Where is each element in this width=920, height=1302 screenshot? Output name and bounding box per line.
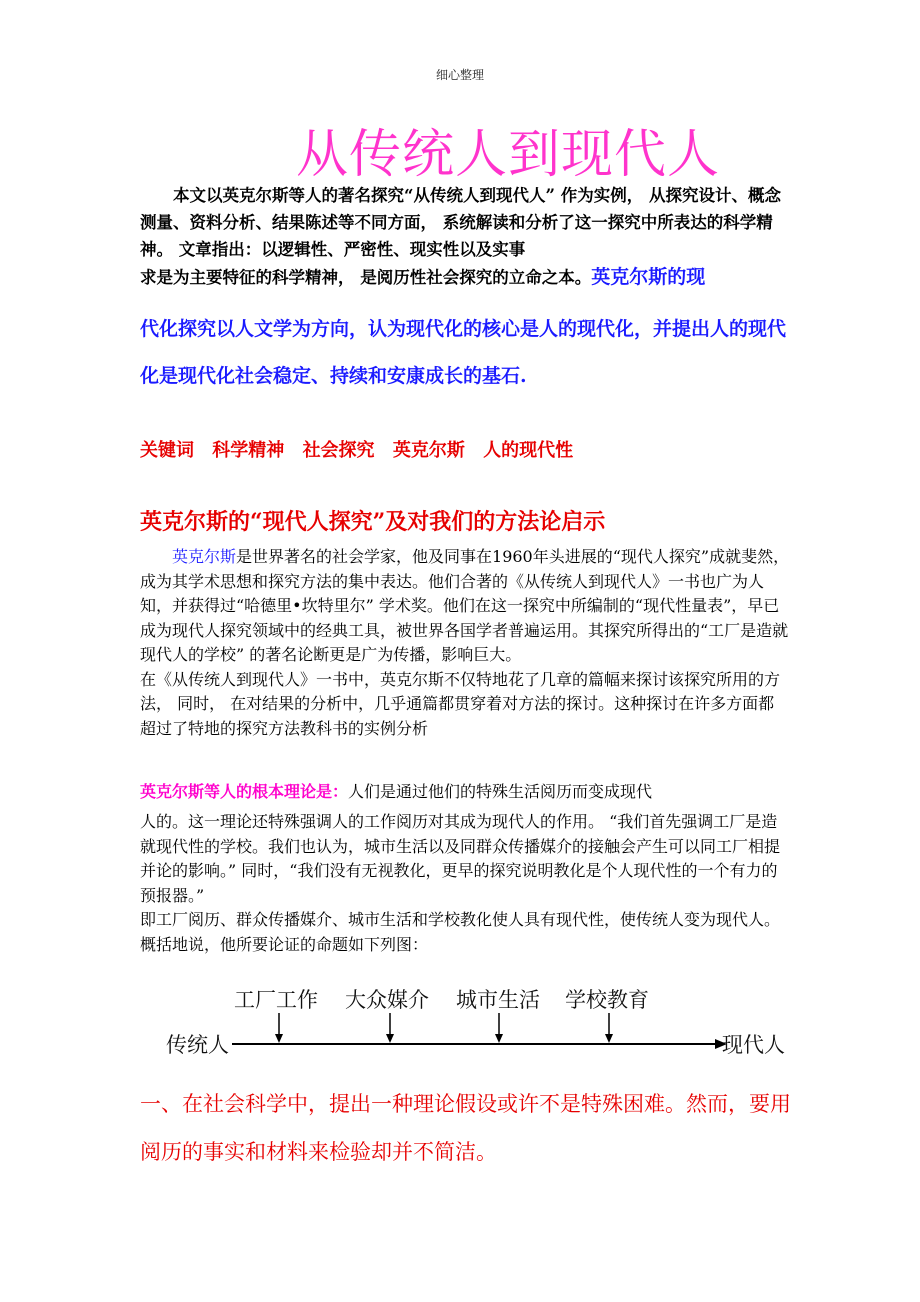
abstract-text-2: 求是为主要特征的科学精神， 是阅历性社会探究的立命之本。: [140, 268, 592, 287]
keywords: [140, 436, 585, 462]
diagram-end-label: 现代人: [722, 1033, 785, 1057]
document-title: 从传统人到现代人: [296, 125, 721, 185]
point-one: 一、在社会科学中，提出一种理论假设或许不是特殊困难。然而，要用阅历的事实和材料来检验却并不简洁。: [140, 1092, 791, 1164]
abstract-text-1: 本文以英克尔斯等人的著名探究“从传统人到现代人” 作为实例， 从探究设计、概念测量、资料分析、结果陈述等不同方面， 系统解读和分析了这一探究中所表达的科学精神。 文章指出：以逻辑性、严密性、现实性以及实事: [140, 186, 781, 259]
theory-text: 人的。这一理论还特殊强调人的工作阅历对其成为现代人的作用。 “我们首先强调工厂是造就现代性的学校。我们也认为，城市生活以及同群众传播媒介的接触会产生可以同工厂相提并论的影响。” 同时，“我们没有无视教化，更早的探究说明教化是个人现代性的一个有力的预报器。”: [140, 812, 781, 905]
theory-paragraph-3: 概括地说，他所要论证的命题如下列图：: [140, 934, 429, 954]
theory-paragraph-2: 即工厂阅历、群众传播媒介、城市生活和学校教化使人具有现代性，使传统人变为现代人。: [140, 910, 781, 929]
keyword-item: 科学精神: [212, 440, 285, 461]
abstract-blue-start: 英克尔斯的现: [591, 266, 706, 288]
keyword-item: 英克尔斯: [392, 440, 465, 461]
section-title: 英克尔斯的“现代人探究”及对我们的方法论启示: [140, 509, 606, 535]
diagram-factor-label: 大众媒介: [345, 988, 429, 1012]
section-paragraph-2: 在《从传统人到现代人》一书中，英克尔斯不仅特地花了几章的篇幅来探讨该探究所用的方法， 同时， 在对结果的分析中，几乎通篇都贯穿着对方法的探讨。这种探讨在许多方面都超过了特地的探究方法教科书的实例分析: [140, 669, 781, 738]
diagram-factor-arrowhead: [495, 1034, 503, 1043]
section-paragraph-1-text: 是世界著名的社会学家，他及同事在1960年头进展的“现代人探究”成就斐然，成为其学术思想和探究方法的集中表达。他们合著的《从传统人到现代人》一书也广为人知，并获得过“哈德里•坎特里尔” 学术奖。他们在这一探究中所编制的“现代性量表”，早已成为现代人探究领域中的经典工具，被世界各国学者普遍运用。其探究所得出的“工厂是造就现代人的学校” 的著名论断更是广为传播，影响巨大。: [140, 547, 790, 664]
theory-first-line: [140, 774, 790, 810]
author-name: 英克尔斯: [172, 547, 237, 566]
keywords-label: 关键词: [140, 440, 194, 461]
page-header: 细心整理: [435, 68, 484, 82]
theory-first-text: 人们是通过他们的特殊生活阅历而变成现代: [348, 782, 653, 801]
keyword-item: 社会探究: [302, 440, 375, 461]
diagram-factor-label: 工厂工作: [234, 988, 318, 1012]
section-paragraph-1: [140, 545, 790, 668]
abstract-blue-text: 代化探究以人文学为方向，认为现代化的核心是人的现代化，并提出人的现代化是现代化社会稳定、持续和安康成长的基石.: [140, 318, 787, 387]
diagram-factor-arrowhead: [275, 1034, 283, 1043]
abstract: [140, 182, 790, 263]
section-body: [140, 545, 790, 741]
theory-label: 英克尔斯等人的根本理论是：: [140, 782, 349, 801]
modernization-diagram: [160, 985, 800, 1065]
diagram-factor-label: 城市生活: [456, 988, 540, 1012]
diagram-factor-arrowhead: [386, 1034, 394, 1043]
abstract-continued: [140, 264, 790, 291]
keyword-item: 人的现代性: [483, 440, 574, 461]
diagram-start-label: 传统人: [166, 1033, 229, 1057]
theory-block: [140, 774, 790, 957]
diagram-factor-arrowhead: [605, 1034, 613, 1043]
diagram-factor-label: 学校教育: [565, 988, 649, 1012]
